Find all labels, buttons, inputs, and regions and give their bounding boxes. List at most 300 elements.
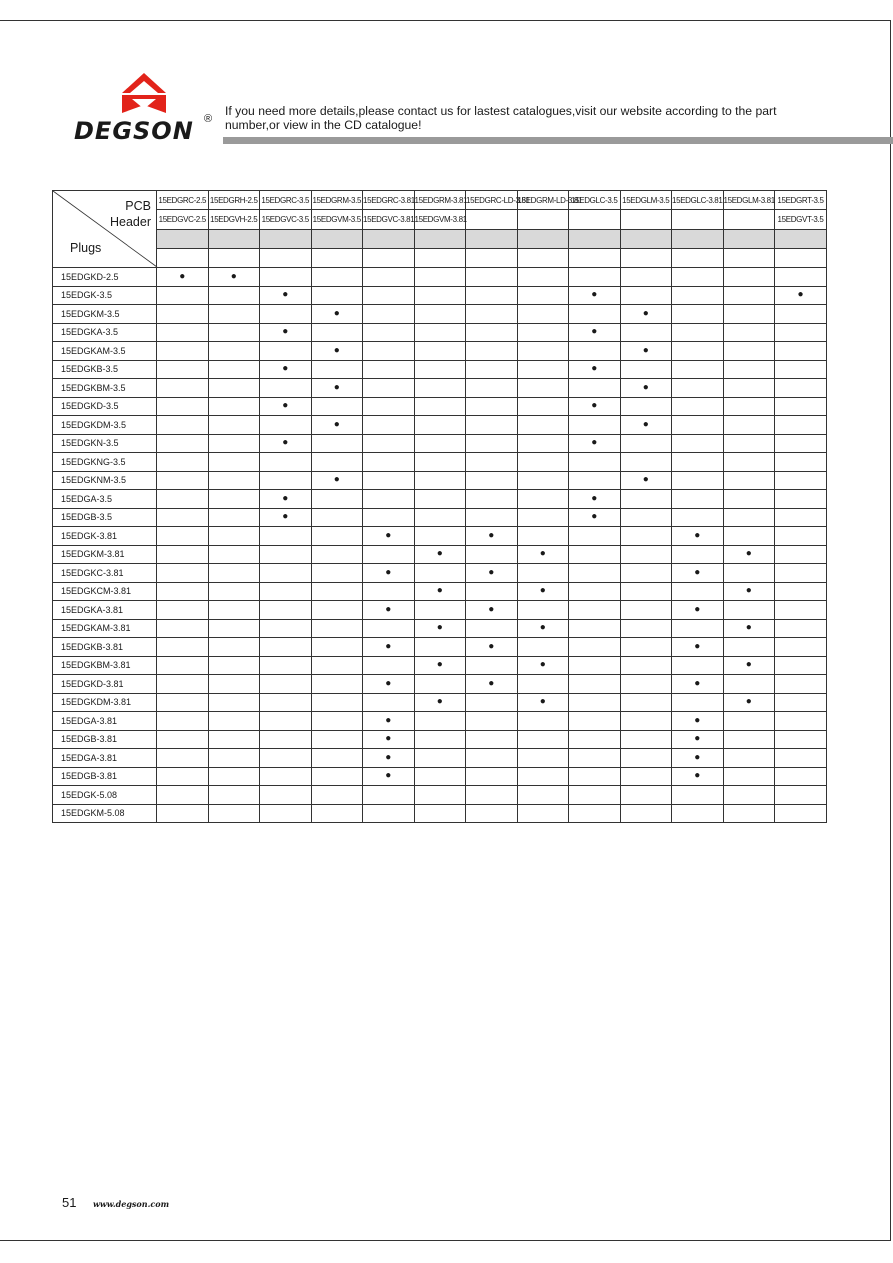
table-cell	[775, 434, 827, 453]
table-cell	[620, 804, 672, 823]
table-cell	[672, 323, 724, 342]
table-cell	[208, 601, 260, 620]
table-cell	[569, 416, 621, 435]
table-cell	[208, 638, 260, 657]
header-model-bottom: 15EDGVM-3.81	[414, 210, 466, 229]
table-cell	[260, 638, 312, 657]
compatibility-dot: ●	[414, 545, 466, 564]
table-cell	[157, 749, 209, 768]
table-cell	[672, 286, 724, 305]
table-cell	[517, 730, 569, 749]
table-cell	[363, 268, 415, 287]
table-cell	[569, 786, 621, 805]
table-cell	[466, 582, 518, 601]
compatibility-dot: ●	[466, 564, 518, 583]
table-row	[53, 490, 827, 509]
table-cell	[620, 619, 672, 638]
table-cell	[157, 453, 209, 472]
table-cell	[363, 804, 415, 823]
header-blank-cell	[672, 248, 724, 267]
degson-logo	[74, 73, 224, 143]
compatibility-dot: ●	[260, 360, 312, 379]
table-cell	[672, 397, 724, 416]
header-blank-cell	[775, 248, 827, 267]
table-cell	[260, 416, 312, 435]
table-cell	[311, 767, 363, 786]
table-cell	[569, 656, 621, 675]
header-shaded-cell	[775, 229, 827, 248]
compatibility-dot: ●	[517, 545, 569, 564]
compatibility-dot: ●	[260, 490, 312, 509]
table-cell	[157, 434, 209, 453]
table-cell	[208, 342, 260, 361]
compatibility-dot: ●	[672, 638, 724, 657]
plug-model-label: 15EDGKA-3.81	[53, 601, 157, 620]
compatibility-dot: ●	[723, 582, 775, 601]
table-cell	[517, 323, 569, 342]
table-cell	[775, 545, 827, 564]
table-row	[53, 268, 827, 287]
compatibility-dot: ●	[363, 527, 415, 546]
table-cell	[466, 416, 518, 435]
table-cell	[157, 601, 209, 620]
table-row	[53, 508, 827, 527]
table-cell	[517, 804, 569, 823]
table-cell	[260, 804, 312, 823]
table-row	[53, 342, 827, 361]
table-row	[53, 675, 827, 694]
table-cell	[569, 379, 621, 398]
table-cell	[775, 582, 827, 601]
compatibility-dot: ●	[672, 601, 724, 620]
table-cell	[620, 638, 672, 657]
table-cell	[363, 545, 415, 564]
table-cell	[363, 286, 415, 305]
table-cell	[672, 693, 724, 712]
compatibility-dot: ●	[414, 582, 466, 601]
table-cell	[775, 323, 827, 342]
table-cell	[672, 490, 724, 509]
table-cell	[569, 453, 621, 472]
header-model-bottom	[517, 210, 569, 229]
table-cell	[517, 527, 569, 546]
table-corner	[53, 191, 157, 268]
table-cell	[517, 712, 569, 731]
table-cell	[620, 323, 672, 342]
header-blank-cell	[157, 248, 209, 267]
header-model-top: 15EDGRM-3.81	[414, 191, 466, 210]
table-cell	[208, 656, 260, 675]
compatibility-dot: ●	[311, 305, 363, 324]
plug-model-label: 15EDGA-3.5	[53, 490, 157, 509]
table-cell	[208, 323, 260, 342]
table-cell	[466, 712, 518, 731]
compatibility-dot: ●	[569, 490, 621, 509]
compatibility-dot: ●	[363, 749, 415, 768]
table-cell	[569, 693, 621, 712]
compatibility-dot: ●	[723, 619, 775, 638]
table-cell	[723, 416, 775, 435]
table-cell	[569, 342, 621, 361]
table-cell	[466, 379, 518, 398]
table-row	[53, 286, 827, 305]
logo-mark-icon	[122, 73, 182, 117]
table-row	[53, 767, 827, 786]
table-cell	[260, 379, 312, 398]
table-cell	[311, 268, 363, 287]
table-cell	[723, 360, 775, 379]
header-model-top: 15EDGRT-3.5	[775, 191, 827, 210]
table-cell	[311, 564, 363, 583]
table-cell	[672, 453, 724, 472]
table-cell	[208, 730, 260, 749]
table-cell	[311, 545, 363, 564]
table-cell	[260, 730, 312, 749]
table-cell	[723, 786, 775, 805]
header-shaded-cell	[466, 229, 518, 248]
header-shaded-cell	[517, 229, 569, 248]
table-cell	[157, 582, 209, 601]
compatibility-dot: ●	[517, 619, 569, 638]
compatibility-dot: ●	[466, 675, 518, 694]
table-cell	[517, 453, 569, 472]
table-cell	[569, 749, 621, 768]
table-cell	[311, 453, 363, 472]
table-cell	[311, 656, 363, 675]
header-model-top: 15EDGRC-3.81	[363, 191, 415, 210]
table-cell	[208, 527, 260, 546]
table-cell	[775, 305, 827, 324]
plug-model-label: 15EDGB-3.5	[53, 508, 157, 527]
table-cell	[311, 397, 363, 416]
table-cell	[311, 786, 363, 805]
table-cell	[775, 693, 827, 712]
table-cell	[466, 360, 518, 379]
table-cell	[620, 527, 672, 546]
table-cell	[569, 582, 621, 601]
table-cell	[672, 545, 724, 564]
table-cell	[620, 268, 672, 287]
header-rule	[223, 137, 893, 144]
table-cell	[620, 286, 672, 305]
table-cell	[363, 786, 415, 805]
table-row	[53, 638, 827, 657]
table-cell	[775, 619, 827, 638]
table-cell	[569, 712, 621, 731]
table-cell	[569, 675, 621, 694]
table-cell	[672, 379, 724, 398]
table-cell	[208, 619, 260, 638]
table-cell	[466, 730, 518, 749]
compatibility-dot: ●	[517, 693, 569, 712]
table-cell	[620, 490, 672, 509]
table-cell	[260, 675, 312, 694]
registered-mark: ®	[204, 113, 213, 125]
plug-model-label: 15EDGA-3.81	[53, 749, 157, 768]
table-cell	[517, 471, 569, 490]
table-cell	[723, 767, 775, 786]
table-cell	[775, 471, 827, 490]
compatibility-dot: ●	[672, 730, 724, 749]
table-cell	[466, 804, 518, 823]
header-blank-cell	[466, 248, 518, 267]
header-blank-cell	[363, 248, 415, 267]
table-cell	[311, 749, 363, 768]
table-cell	[260, 453, 312, 472]
table-cell	[620, 508, 672, 527]
table-cell	[311, 582, 363, 601]
table-cell	[157, 675, 209, 694]
compatibility-dot: ●	[466, 527, 518, 546]
compatibility-dot: ●	[672, 749, 724, 768]
table-cell	[157, 638, 209, 657]
table-cell	[311, 804, 363, 823]
table-cell	[311, 323, 363, 342]
table-row	[53, 564, 827, 583]
compatibility-dot: ●	[620, 471, 672, 490]
table-row	[53, 434, 827, 453]
header-model-bottom	[723, 210, 775, 229]
table-cell	[414, 416, 466, 435]
table-cell	[466, 471, 518, 490]
table-cell	[517, 434, 569, 453]
table-cell	[157, 693, 209, 712]
table-cell	[311, 490, 363, 509]
table-cell	[517, 305, 569, 324]
table-cell	[775, 656, 827, 675]
table-row	[53, 582, 827, 601]
compatibility-dot: ●	[363, 675, 415, 694]
table-cell	[672, 508, 724, 527]
table-cell	[260, 767, 312, 786]
table-cell	[466, 545, 518, 564]
table-cell	[260, 268, 312, 287]
table-row	[53, 379, 827, 398]
table-cell	[723, 712, 775, 731]
header-model-top: 15EDGRM-3.5	[311, 191, 363, 210]
header-model-top: 15EDGRC-3.5	[260, 191, 312, 210]
table-cell	[466, 397, 518, 416]
compatibility-dot: ●	[775, 286, 827, 305]
table-cell	[363, 582, 415, 601]
table-cell	[208, 305, 260, 324]
header-blank-cell	[260, 248, 312, 267]
table-cell	[517, 379, 569, 398]
table-cell	[260, 712, 312, 731]
table-cell	[775, 527, 827, 546]
header-shaded-cell	[414, 229, 466, 248]
table-cell	[569, 619, 621, 638]
header-blank-cell	[620, 248, 672, 267]
table-cell	[260, 693, 312, 712]
table-cell	[672, 268, 724, 287]
plug-model-label: 15EDGKAM-3.5	[53, 342, 157, 361]
table-row	[53, 601, 827, 620]
plug-model-label: 15EDGKB-3.5	[53, 360, 157, 379]
table-cell	[157, 712, 209, 731]
table-cell	[620, 675, 672, 694]
table-cell	[672, 786, 724, 805]
table-cell	[363, 434, 415, 453]
corner-pcb-label: PCB	[125, 199, 151, 213]
table-row	[53, 804, 827, 823]
header-model-bottom	[672, 210, 724, 229]
header-blank-cell	[414, 248, 466, 267]
table-cell	[672, 416, 724, 435]
plug-model-label: 15EDGB-3.81	[53, 767, 157, 786]
table-cell	[672, 656, 724, 675]
table-cell	[363, 323, 415, 342]
compatibility-dot: ●	[363, 730, 415, 749]
table-cell	[363, 305, 415, 324]
table-cell	[723, 379, 775, 398]
compatibility-dot: ●	[672, 527, 724, 546]
table-cell	[414, 786, 466, 805]
header-model-top: 15EDGRC-LD-3.81	[466, 191, 518, 210]
header-shaded-cell	[311, 229, 363, 248]
table-cell	[723, 342, 775, 361]
table-cell	[466, 490, 518, 509]
table-cell	[414, 730, 466, 749]
table-cell	[157, 656, 209, 675]
table-cell	[723, 434, 775, 453]
compatibility-dot: ●	[466, 638, 518, 657]
table-cell	[414, 379, 466, 398]
plug-model-label: 15EDGA-3.81	[53, 712, 157, 731]
compatibility-dot: ●	[363, 712, 415, 731]
table-cell	[311, 619, 363, 638]
table-cell	[466, 656, 518, 675]
table-cell	[466, 619, 518, 638]
table-row	[53, 656, 827, 675]
header-blank-cell	[569, 248, 621, 267]
table-cell	[775, 638, 827, 657]
table-cell	[414, 508, 466, 527]
table-cell	[672, 434, 724, 453]
table-cell	[517, 286, 569, 305]
table-cell	[569, 767, 621, 786]
table-cell	[414, 564, 466, 583]
table-cell	[260, 656, 312, 675]
plug-model-label: 15EDGKDM-3.81	[53, 693, 157, 712]
table-cell	[517, 675, 569, 694]
compatibility-dot: ●	[569, 397, 621, 416]
table-cell	[723, 601, 775, 620]
table-cell	[466, 767, 518, 786]
plug-model-label: 15EDGKDM-3.5	[53, 416, 157, 435]
table-cell	[208, 434, 260, 453]
table-cell	[414, 434, 466, 453]
table-cell	[569, 601, 621, 620]
table-row	[53, 786, 827, 805]
table-cell	[517, 601, 569, 620]
table-row	[53, 527, 827, 546]
table-cell	[620, 712, 672, 731]
table-row	[53, 712, 827, 731]
table-cell	[775, 786, 827, 805]
table-cell	[723, 638, 775, 657]
table-cell	[775, 712, 827, 731]
table-cell	[672, 619, 724, 638]
table-cell	[517, 564, 569, 583]
table-cell	[208, 767, 260, 786]
table-cell	[414, 268, 466, 287]
plug-model-label: 15EDGKM-5.08	[53, 804, 157, 823]
compatibility-dot: ●	[363, 638, 415, 657]
header-model-top: 15EDGRH-2.5	[208, 191, 260, 210]
compatibility-dot: ●	[466, 601, 518, 620]
plug-model-label: 15EDGKD-2.5	[53, 268, 157, 287]
plug-model-label: 15EDGK-5.08	[53, 786, 157, 805]
table-cell	[414, 360, 466, 379]
table-cell	[157, 305, 209, 324]
table-cell	[672, 360, 724, 379]
header-model-bottom: 15EDGVM-3.5	[311, 210, 363, 229]
plug-model-label: 15EDGB-3.81	[53, 730, 157, 749]
compatibility-dot: ●	[260, 286, 312, 305]
header-model-bottom	[620, 210, 672, 229]
table-cell	[672, 804, 724, 823]
table-cell	[620, 749, 672, 768]
header-model-top: 15EDGRC-2.5	[157, 191, 209, 210]
table-cell	[414, 675, 466, 694]
table-cell	[208, 804, 260, 823]
table-cell	[517, 749, 569, 768]
header-shaded-cell	[672, 229, 724, 248]
logo-wordmark: DEGSON	[74, 117, 194, 145]
table-cell	[775, 453, 827, 472]
table-cell	[620, 564, 672, 583]
plug-model-label: 15EDGKAM-3.81	[53, 619, 157, 638]
table-cell	[208, 471, 260, 490]
table-cell	[672, 582, 724, 601]
table-cell	[260, 601, 312, 620]
plug-model-label: 15EDGKD-3.5	[53, 397, 157, 416]
table-row	[53, 693, 827, 712]
compatibility-dot: ●	[672, 712, 724, 731]
table-cell	[517, 638, 569, 657]
table-cell	[414, 453, 466, 472]
table-cell	[208, 379, 260, 398]
table-cell	[363, 342, 415, 361]
table-cell	[620, 693, 672, 712]
header-shaded-cell	[723, 229, 775, 248]
table-cell	[157, 471, 209, 490]
table-cell	[569, 305, 621, 324]
table-cell	[466, 453, 518, 472]
table-cell	[517, 397, 569, 416]
plug-model-label: 15EDGKCM-3.81	[53, 582, 157, 601]
compatibility-dot: ●	[363, 767, 415, 786]
table-cell	[620, 434, 672, 453]
table-cell	[517, 342, 569, 361]
compatibility-dot: ●	[517, 582, 569, 601]
table-cell	[620, 786, 672, 805]
table-cell	[723, 804, 775, 823]
table-cell	[157, 527, 209, 546]
table-cell	[775, 730, 827, 749]
compatibility-dot: ●	[569, 360, 621, 379]
header-shaded-cell	[157, 229, 209, 248]
table-cell	[208, 397, 260, 416]
table-cell	[517, 786, 569, 805]
compatibility-dot: ●	[620, 416, 672, 435]
table-cell	[620, 601, 672, 620]
table-row	[53, 619, 827, 638]
table-cell	[311, 712, 363, 731]
table-cell	[517, 508, 569, 527]
table-cell	[466, 786, 518, 805]
